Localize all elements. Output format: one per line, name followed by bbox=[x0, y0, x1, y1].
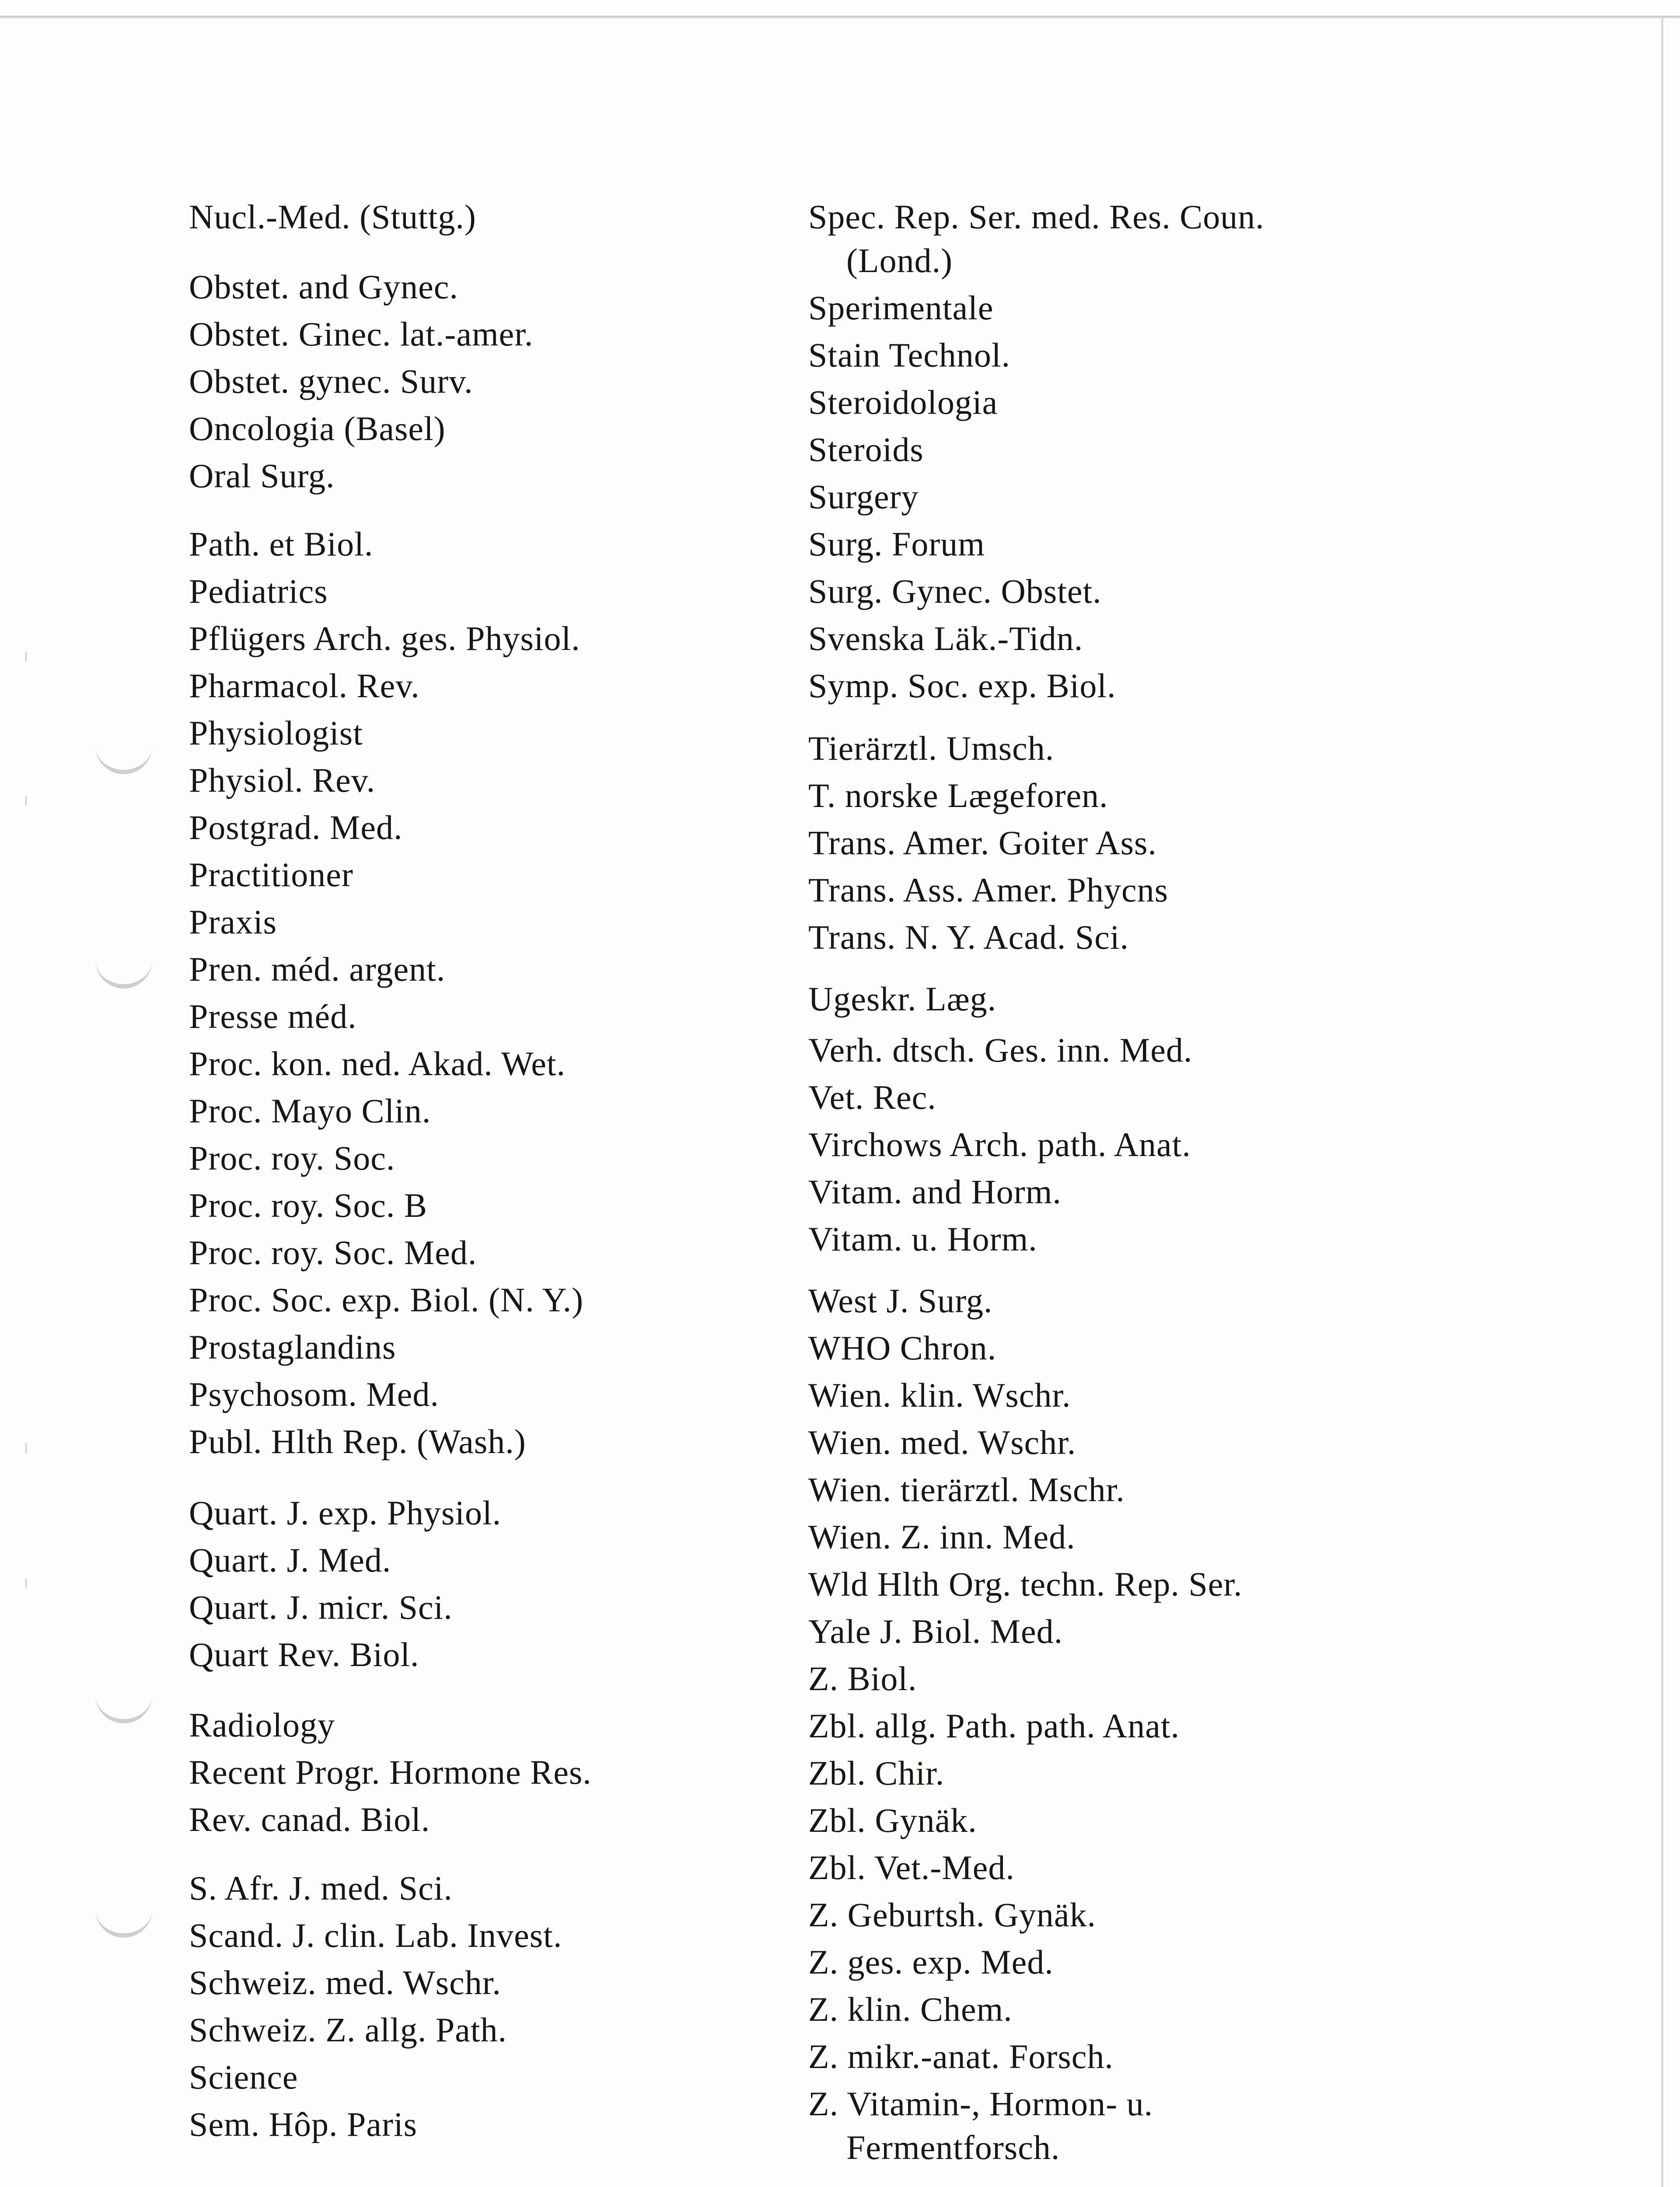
journal-entry: Proc. kon. ned. Akad. Wet. bbox=[189, 1045, 566, 1083]
journal-entry: Pharmacol. Rev. bbox=[189, 667, 420, 705]
journal-entry: Schweiz. med. Wschr. bbox=[189, 1963, 501, 2002]
journal-entry: S. Afr. J. med. Sci. bbox=[189, 1869, 453, 1907]
journal-entry: Zbl. allg. Path. path. Anat. bbox=[808, 1707, 1180, 1745]
journal-entry: Z. ges. exp. Med. bbox=[808, 1943, 1054, 1981]
journal-entry: Z. Vitamin-, Hormon- u. bbox=[808, 2085, 1153, 2123]
journal-entry: Oral Surg. bbox=[189, 457, 335, 495]
journal-entry: Praxis bbox=[189, 903, 277, 941]
journal-entry: Vitam. u. Horm. bbox=[808, 1220, 1037, 1258]
journal-entry: Wien. tierärztl. Mschr. bbox=[808, 1471, 1125, 1509]
journal-entry: Wld Hlth Org. techn. Rep. Ser. bbox=[808, 1565, 1243, 1603]
journal-entry: Sem. Hôp. Paris bbox=[189, 2105, 417, 2143]
journal-entry: Zbl. Chir. bbox=[808, 1754, 945, 1792]
journal-entry: Proc. Soc. exp. Biol. (N. Y.) bbox=[189, 1281, 584, 1319]
journal-entry: Svenska Läk.-Tidn. bbox=[808, 619, 1083, 657]
journal-entry: Postgrad. Med. bbox=[189, 808, 403, 846]
journal-entry: Scand. J. clin. Lab. Invest. bbox=[189, 1916, 562, 1954]
journal-entry: Symp. Soc. exp. Biol. bbox=[808, 667, 1116, 705]
journal-entry: Pflügers Arch. ges. Physiol. bbox=[189, 619, 580, 657]
journal-entry: Yale J. Biol. Med. bbox=[808, 1612, 1063, 1650]
journal-entry: Quart. J. exp. Physiol. bbox=[189, 1494, 502, 1532]
journal-entry: Pren. méd. argent. bbox=[189, 950, 446, 988]
journal-entry: Z. Biol. bbox=[808, 1659, 917, 1698]
journal-entry: Proc. roy. Soc. bbox=[189, 1139, 395, 1177]
journal-entry: Rev. canad. Biol. bbox=[189, 1800, 430, 1838]
journal-entry: Recent Progr. Hormone Res. bbox=[189, 1753, 592, 1791]
journal-entry: Vet. Rec. bbox=[808, 1078, 936, 1116]
journal-entry: Proc. roy. Soc. B bbox=[189, 1186, 427, 1224]
journal-entry: (Lond.) bbox=[846, 241, 953, 279]
journal-entry: Z. mikr.-anat. Forsch. bbox=[808, 2037, 1114, 2075]
margin-mark bbox=[25, 796, 31, 806]
page-top-edge bbox=[0, 16, 1680, 18]
journal-entry: Zbl. Gynäk. bbox=[808, 1801, 977, 1839]
journal-entry: West J. Surg. bbox=[808, 1282, 993, 1320]
journal-entry: Obstet. and Gynec. bbox=[189, 268, 458, 306]
binder-hole-4 bbox=[95, 1903, 152, 1938]
journal-entry: Oncologia (Basel) bbox=[189, 409, 446, 447]
journal-entry: Virchows Arch. path. Anat. bbox=[808, 1125, 1191, 1163]
journal-entry: Spec. Rep. Ser. med. Res. Coun. bbox=[808, 198, 1264, 236]
journal-entry: Presse méd. bbox=[189, 997, 357, 1035]
journal-entry: Radiology bbox=[189, 1706, 335, 1744]
journal-entry: Pediatrics bbox=[189, 572, 328, 610]
binder-hole-3 bbox=[95, 1688, 152, 1723]
margin-mark bbox=[25, 1579, 31, 1589]
journal-entry: Science bbox=[189, 2058, 298, 2096]
journal-entry: Steroids bbox=[808, 430, 924, 468]
journal-entry: Path. et Biol. bbox=[189, 525, 374, 563]
journal-entry: Quart Rev. Biol. bbox=[189, 1635, 419, 1673]
journal-entry: Physiologist bbox=[189, 714, 363, 752]
journal-entry: Proc. Mayo Clin. bbox=[189, 1092, 431, 1130]
margin-mark bbox=[25, 1443, 31, 1453]
journal-entry: Obstet. gynec. Surv. bbox=[189, 362, 473, 400]
journal-entry: Steroidologia bbox=[808, 383, 998, 421]
journal-entry: Z. klin. Chem. bbox=[808, 1990, 1013, 2028]
journal-entry: Schweiz. Z. allg. Path. bbox=[189, 2011, 507, 2049]
journal-entry: Surg. Forum bbox=[808, 525, 985, 563]
journal-entry: Trans. Amer. Goiter Ass. bbox=[808, 824, 1157, 862]
journal-entry: Surg. Gynec. Obstet. bbox=[808, 572, 1102, 610]
journal-entry: Ugeskr. Læg. bbox=[808, 980, 997, 1018]
journal-entry: Zbl. Vet.-Med. bbox=[808, 1848, 1015, 1887]
margin-mark bbox=[25, 652, 31, 661]
journal-entry: Obstet. Ginec. lat.-amer. bbox=[189, 315, 534, 353]
journal-entry: Trans. Ass. Amer. Phycns bbox=[808, 871, 1168, 909]
journal-entry: Nucl.-Med. (Stuttg.) bbox=[189, 198, 476, 236]
journal-entry: Vitam. and Horm. bbox=[808, 1173, 1062, 1211]
journal-entry: Wien. klin. Wschr. bbox=[808, 1376, 1071, 1414]
journal-entry: Z. Geburtsh. Gynäk. bbox=[808, 1896, 1097, 1934]
journal-entry: Psychosom. Med. bbox=[189, 1375, 439, 1413]
journal-entry: Prostaglandins bbox=[189, 1328, 396, 1366]
journal-entry: Fermentforsch. bbox=[846, 2128, 1060, 2166]
journal-entry: Practitioner bbox=[189, 856, 353, 894]
journal-entry: Surgery bbox=[808, 478, 919, 516]
journal-entry: Proc. roy. Soc. Med. bbox=[189, 1233, 477, 1272]
journal-entry: T. norske Lægeforen. bbox=[808, 776, 1108, 814]
journal-entry: Physiol. Rev. bbox=[189, 761, 376, 799]
page-right-edge bbox=[1661, 17, 1663, 2187]
journal-entry: Wien. Z. inn. Med. bbox=[808, 1518, 1076, 1556]
journal-entry: Publ. Hlth Rep. (Wash.) bbox=[189, 1422, 526, 1460]
binder-hole-1 bbox=[95, 739, 152, 774]
journal-entry: Wien. med. Wschr. bbox=[808, 1423, 1076, 1461]
journal-entry: Trans. N. Y. Acad. Sci. bbox=[808, 918, 1129, 956]
journal-entry: Quart. J. Med. bbox=[189, 1541, 391, 1579]
journal-entry: Tierärztl. Umsch. bbox=[808, 729, 1055, 767]
journal-entry: Sperimentale bbox=[808, 289, 994, 327]
binder-hole-2 bbox=[95, 954, 152, 989]
journal-entry: Stain Technol. bbox=[808, 336, 1011, 374]
journal-entry: Verh. dtsch. Ges. inn. Med. bbox=[808, 1031, 1193, 1069]
journal-entry: Quart. J. micr. Sci. bbox=[189, 1588, 453, 1626]
journal-entry: WHO Chron. bbox=[808, 1329, 997, 1367]
